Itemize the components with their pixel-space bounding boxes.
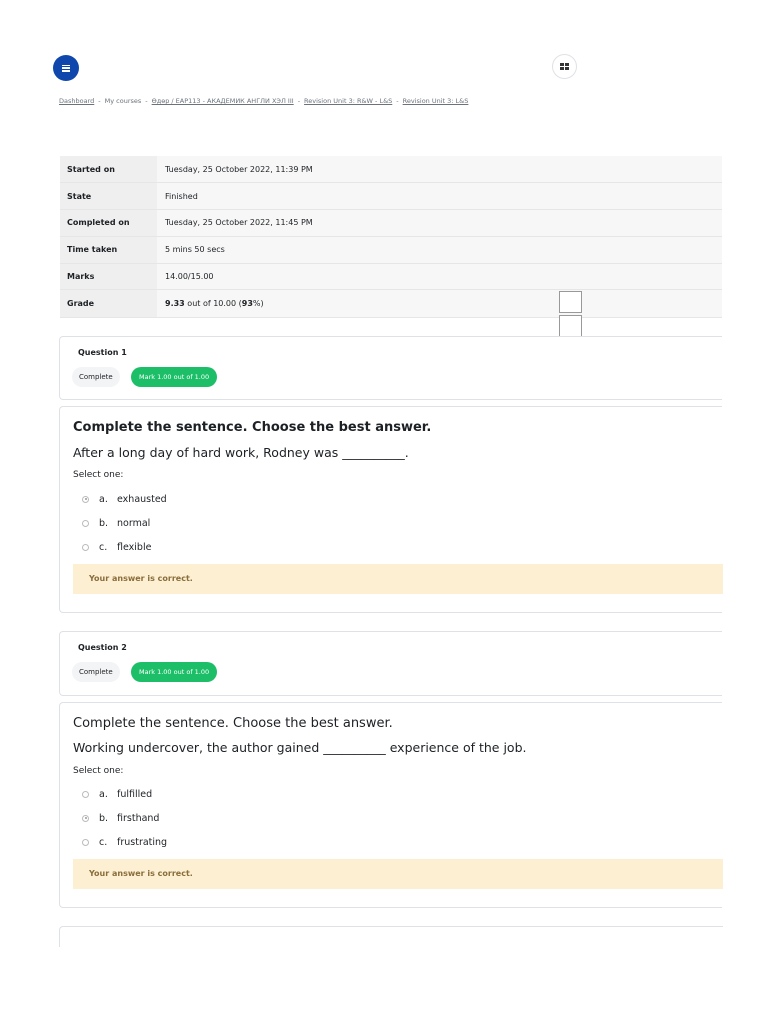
option-text: normal (117, 517, 151, 529)
breadcrumb-course[interactable]: Өдөр / EAP113 - АКАДЕМИК АНГЛИ ХЭЛ III (151, 97, 294, 105)
summary-label: Grade (60, 290, 157, 318)
question-text: Working undercover, the author gained __________ experience of the job. (73, 740, 527, 755)
question-number: Question 1 (78, 348, 127, 357)
grade-percent: 93 (241, 299, 253, 309)
apps-button[interactable] (552, 54, 577, 79)
option-letter: b. (99, 517, 109, 529)
question-number: Question 2 (78, 643, 127, 652)
option-text: flexible (117, 541, 152, 553)
summary-row-state (60, 183, 722, 210)
select-one-label: Select one: (73, 766, 124, 776)
option-letter: a. (99, 788, 108, 800)
answer-option-c[interactable] (82, 540, 151, 554)
summary-row-grade (60, 290, 722, 318)
question-state-badge: Complete (72, 662, 120, 682)
grid-icon (560, 63, 569, 70)
breadcrumb-quiz[interactable]: Revision Unit 3: L&S (402, 97, 469, 105)
breadcrumb-my-courses: My courses (104, 97, 142, 105)
option-letter: a. (99, 493, 108, 505)
radio-icon[interactable] (82, 839, 89, 846)
answer-option-a[interactable] (82, 787, 152, 801)
menu-icon (62, 65, 70, 72)
summary-row-marks (60, 263, 722, 290)
option-text: frustrating (117, 836, 168, 848)
breadcrumb-separator: - (297, 97, 301, 105)
summary-row-completed (60, 210, 722, 237)
summary-label: Started on (60, 156, 157, 183)
question-instruction: Complete the sentence. Choose the best answer. (73, 420, 432, 435)
option-letter: c. (99, 541, 108, 553)
radio-icon[interactable] (82, 544, 89, 551)
select-one-label: Select one: (73, 470, 124, 480)
summary-value: Tuesday, 25 October 2022, 11:45 PM (157, 210, 722, 237)
grade-value: 9.33 (165, 299, 185, 309)
breadcrumb-dashboard[interactable]: Dashboard (59, 97, 95, 105)
question-mark-badge: Mark 1.00 out of 1.00 (131, 367, 217, 387)
grade-out-of: out of 10.00 ( (184, 299, 242, 309)
option-letter: b. (99, 812, 109, 824)
empty-box (559, 291, 582, 313)
question-1-info (59, 336, 722, 400)
grade-suffix: %) (252, 299, 264, 309)
answer-feedback: Your answer is correct. (73, 859, 723, 889)
summary-label: Completed on (60, 210, 157, 237)
radio-checked-icon[interactable] (82, 815, 89, 822)
radio-checked-icon[interactable] (82, 496, 89, 503)
summary-value: 5 mins 50 secs (157, 236, 722, 263)
summary-value-grade (157, 290, 722, 318)
radio-icon[interactable] (82, 791, 89, 798)
question-2-content (59, 702, 722, 908)
breadcrumb-separator: - (98, 97, 101, 105)
question-state-badge: Complete (72, 367, 120, 387)
option-text: firsthand (117, 812, 160, 824)
question-instruction: Complete the sentence. Choose the best answer. (73, 716, 393, 731)
breadcrumb-separator: - (145, 97, 148, 105)
option-text: fulfilled (117, 788, 153, 800)
answer-feedback: Your answer is correct. (73, 564, 723, 594)
summary-label: State (60, 183, 157, 210)
summary-value: Tuesday, 25 October 2022, 11:39 PM (157, 156, 722, 183)
breadcrumb-separator: - (396, 97, 399, 105)
answer-option-b[interactable] (82, 811, 159, 825)
summary-row-started (60, 156, 722, 183)
question-2-info (59, 631, 722, 696)
answer-option-b[interactable] (82, 516, 150, 530)
question-text: After a long day of hard work, Rodney was __________. (73, 445, 409, 460)
drawer-menu-button[interactable] (53, 55, 79, 81)
breadcrumb-section[interactable]: Revision Unit 3: R&W - L&S (304, 97, 393, 105)
summary-row-time-taken (60, 236, 722, 263)
option-text: exhausted (117, 493, 167, 505)
attempt-summary-table (60, 156, 722, 318)
question-1-content (59, 406, 722, 613)
summary-label: Time taken (60, 236, 157, 263)
question-mark-badge: Mark 1.00 out of 1.00 (131, 662, 217, 682)
summary-value: 14.00/15.00 (157, 263, 722, 290)
radio-icon[interactable] (82, 520, 89, 527)
summary-value: Finished (157, 183, 722, 210)
empty-box (559, 315, 582, 337)
answer-option-a[interactable] (82, 492, 167, 506)
option-letter: c. (99, 836, 108, 848)
breadcrumb (59, 97, 468, 105)
summary-label: Marks (60, 263, 157, 290)
answer-option-c[interactable] (82, 835, 167, 849)
question-3-info (59, 926, 723, 947)
